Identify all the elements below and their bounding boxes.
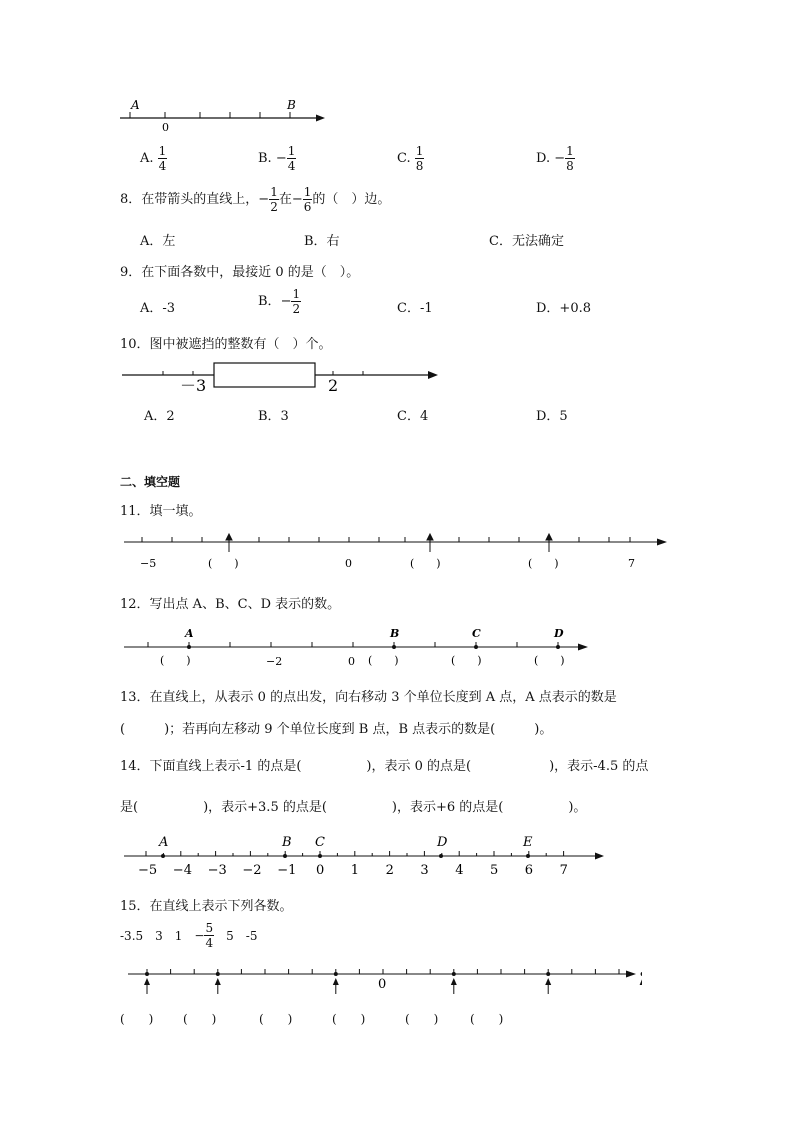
- arrow-up-icon: [546, 534, 552, 552]
- q10-option-a[interactable]: A．2: [144, 409, 175, 424]
- q10-question: 10．图中被遮挡的整数有（ ）个。: [120, 337, 332, 352]
- q14-tick-label: 0: [316, 863, 325, 878]
- q15-point: [216, 972, 220, 976]
- q7-zero-label: 0: [162, 121, 169, 134]
- point-e: [526, 854, 530, 858]
- q14-number-line: [118, 830, 613, 878]
- q7-point-b-label: B: [287, 98, 296, 112]
- arrow-up-icon: [226, 534, 232, 552]
- q14-point-label: C: [315, 835, 325, 850]
- q14-tick-label: −3: [207, 863, 227, 878]
- fraction: $\frac{1}{8}$: [566, 144, 574, 173]
- q14-tick-label: 6: [524, 863, 534, 878]
- q7-number-line: [115, 95, 330, 135]
- q12-point-label: C: [472, 627, 481, 640]
- fraction: $\frac{1}{2}$: [292, 287, 301, 316]
- q10-right-label: 2: [328, 376, 339, 394]
- q13-line1: 13．在直线上，从表示 0 的点出发，向右移动 3 个单位长度到 A 点，A 点表示的数是: [120, 690, 617, 705]
- point-c: [318, 854, 322, 858]
- arrow-up-icon: [144, 978, 150, 985]
- q14-tick-label: 7: [559, 863, 568, 878]
- q15-numbers: -3.5 3 1 − $\frac{5}{4}$ 5 -5: [120, 921, 258, 950]
- q9-option-b[interactable]: B．− $\frac{1}{2}$: [258, 287, 301, 316]
- q12-point-label: D: [554, 627, 564, 640]
- q11-blank: ( ): [410, 557, 441, 570]
- point-b: [283, 854, 287, 858]
- point-a: [187, 645, 191, 649]
- q10-option-d[interactable]: D．5: [536, 409, 568, 424]
- q14-tick-label: −1: [277, 863, 297, 878]
- q11-blank: ( ): [208, 557, 239, 570]
- q11-tick-label: −5: [140, 557, 157, 570]
- arrow-up-icon: [215, 978, 221, 985]
- q10-option-c[interactable]: C．4: [397, 409, 429, 424]
- q15-zero-label: 0: [378, 977, 387, 992]
- q12-question: 12．写出点 A、B、C、D 表示的数。: [120, 597, 341, 612]
- fraction: $\frac{5}{4}$: [205, 921, 214, 950]
- fraction: $\frac{1}{8}$: [415, 144, 424, 173]
- q8-option-b[interactable]: B．右: [304, 234, 340, 249]
- q15-blank[interactable]: ( ): [405, 1012, 439, 1026]
- q12-point-label: B: [390, 627, 400, 640]
- q14-point-label: B: [282, 835, 292, 850]
- arrow-up-icon: [427, 534, 433, 552]
- q11-number-line: [118, 528, 678, 576]
- q7-option-a[interactable]: A. $\frac{1}{4}$: [140, 144, 167, 173]
- point-d: [439, 854, 443, 858]
- q15-question: 15．在直线上表示下列各数。: [120, 899, 293, 914]
- q15-blank[interactable]: ( ): [332, 1012, 366, 1026]
- q15-point: [145, 972, 149, 976]
- q7-option-b[interactable]: B. − $\frac{1}{4}$: [258, 144, 296, 173]
- q14-tick-label: −5: [138, 863, 158, 878]
- q7-option-c[interactable]: C. $\frac{1}{8}$: [397, 144, 424, 173]
- point-d: [556, 645, 560, 649]
- q11-question: 11．填一填。: [120, 504, 202, 519]
- q14-tick-label: 5: [490, 863, 499, 878]
- fraction: $\frac{1}{4}$: [287, 144, 296, 173]
- q12-blank: ( ): [368, 654, 399, 667]
- q9-option-d[interactable]: D．+0.8: [536, 301, 591, 316]
- q12-blank: ( ): [160, 654, 191, 667]
- q15-blank[interactable]: ( ): [183, 1012, 217, 1026]
- fraction: $\frac{1}{4}$: [158, 144, 167, 173]
- q15-point: [452, 972, 456, 976]
- q7-option-d[interactable]: D. − $\frac{1}{8}$: [536, 144, 574, 173]
- q8-option-c[interactable]: C．无法确定: [489, 234, 564, 249]
- q15-blank[interactable]: ( ): [259, 1012, 293, 1026]
- q15-point: [641, 972, 642, 976]
- q12-blank: ( ): [451, 654, 482, 667]
- arrow-up-icon: [545, 978, 551, 985]
- q9-option-a[interactable]: A．-3: [140, 301, 176, 316]
- q14-line2: 是( )，表示+3.5 的点是( )，表示+6 的点是( )。: [120, 800, 587, 815]
- arrow-up-icon: [640, 978, 642, 985]
- q15-point: [334, 972, 338, 976]
- q12-tick-label: −2: [266, 655, 283, 668]
- fraction: $\frac{1}{2}$: [270, 185, 278, 214]
- q14-point-label: A: [159, 835, 169, 850]
- point-b: [392, 645, 396, 649]
- q15-number-line: [122, 960, 642, 1000]
- q14-tick-label: 3: [420, 863, 429, 878]
- q14-tick-label: −2: [242, 863, 262, 878]
- q11-tick-label: 7: [628, 557, 635, 570]
- q8-option-a[interactable]: A．左: [140, 234, 176, 249]
- q12-blank: ( ): [534, 654, 565, 667]
- q10-option-b[interactable]: B．3: [258, 409, 289, 424]
- section-title: 二、填空题: [120, 475, 181, 489]
- q11-blank: ( ): [528, 557, 559, 570]
- q15-blank[interactable]: ( ): [470, 1012, 504, 1026]
- q12-tick-label: 0: [348, 655, 355, 668]
- fraction: $\frac{1}{6}$: [303, 185, 312, 214]
- q14-point-label: E: [523, 835, 533, 850]
- q14-point-label: D: [437, 835, 448, 850]
- q10-left-label: －3: [180, 376, 207, 394]
- q15-blank[interactable]: ( ): [120, 1012, 154, 1026]
- q14-line1: 14．下面直线上表示-1 的点是( )，表示 0 的点是( )，表示-4.5 的点: [120, 759, 649, 774]
- q9-question: 9．在下面各数中，最接近 0 的是（ ）。: [120, 265, 360, 280]
- q11-tick-label: 0: [345, 557, 352, 570]
- q14-tick-label: −4: [172, 863, 192, 878]
- q10-number-line: [118, 358, 443, 394]
- q9-option-c[interactable]: C．-1: [397, 301, 433, 316]
- arrow-up-icon: [451, 978, 457, 985]
- q12-point-label: A: [185, 627, 194, 640]
- arrow-up-icon: [333, 978, 339, 985]
- q8-question: 8．在带箭头的直线上，− $\frac{1}{2}$ 在− $\frac{1}{6}$ 的（ ）边。: [120, 185, 391, 214]
- q14-tick-label: 2: [385, 863, 394, 878]
- q15-point: [546, 972, 550, 976]
- q12-number-line: [118, 624, 598, 670]
- point-c: [474, 645, 478, 649]
- q14-tick-label: 4: [455, 863, 464, 878]
- q13-line2: ( )；若再向左移动 9 个单位长度到 B 点，B 点表示的数是( )。: [120, 722, 553, 737]
- q7-point-a-label: A: [131, 98, 140, 112]
- q14-tick-label: 1: [350, 863, 360, 878]
- point-a: [161, 854, 165, 858]
- cover-box: [214, 363, 315, 387]
